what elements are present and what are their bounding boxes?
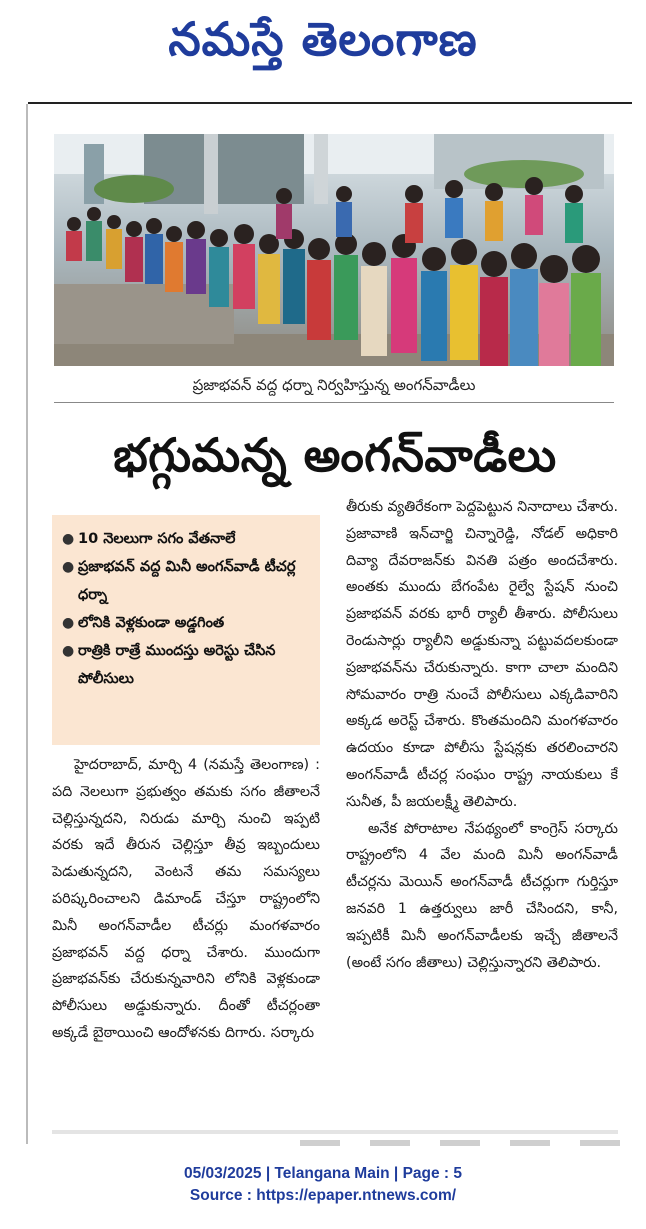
edition-info: 05/03/2025 | Telangana Main | Page : 5 — [183, 1165, 463, 1182]
protest-crowd-illustration — [54, 134, 614, 366]
bottom-divider — [52, 1130, 618, 1134]
masthead — [0, 0, 646, 90]
page-footer — [0, 1163, 646, 1207]
article-headline: భగ్గుమన్న అంగన్‌వాడీలు — [113, 428, 557, 482]
bullet-icon: ● — [62, 559, 75, 575]
news-photo — [54, 134, 614, 366]
article-paragraph: అనేక పోరాటాల నేపథ్యంలో కాంగ్రెస్ సర్కారు రాష్ట్రంలోని 4 వేల మంది మినీ అంగన్‌వాడీ టీచర్లను మెయిన్ అంగన్‌వాడీ టీచర్లుగా గుర్తిస్తూ జనవరి 1 ఉత్తర్వులు జారీ చేసిందని, కానీ, ఇప్పటికీ మినీ అంగన్‌వాడీలకు ఇచ్చే జీతాలనే (అంటే సగం జీతాలు) చెల్లిస్తున్నారని తెలిపారు. — [346, 820, 618, 971]
highlight-item: ● లోనికి వెళ్లకుండా అడ్డగింత — [62, 609, 312, 637]
highlight-item: ● ప్రజాభవన్ వద్ద మినీ అంగన్‌వాడీ టీచర్ల ధర్నా — [62, 553, 312, 609]
bullet-icon: ● — [62, 615, 75, 631]
highlight-item: ● రాత్రికి రాత్రే ముందస్తు అరెస్టు చేసిన పోలీసులు — [62, 637, 312, 693]
article-column-left — [52, 752, 320, 1047]
article-column-right — [346, 494, 618, 976]
highlight-item: ● 10 నెలలుగా సగం వేతనాలే — [62, 525, 312, 553]
newspaper-logo: నమస్తే తెలంగాణ — [168, 12, 478, 66]
photo-caption: ప్రజాభవన్ వద్ద ధర్నా నిర్వహిస్తున్న అంగన్‌వాడీలు — [54, 370, 614, 403]
bullet-icon: ● — [62, 531, 75, 547]
article-paragraph: తీరుకు వ్యతిరేకంగా పెద్దపెట్టున నినాదాలు చేశారు. ప్రజావాణి ఇన్‌చార్జి చిన్నారెడ్డి, నోడల్ అధికారి దివ్యా దేవరాజన్‌కు వినతి పత్రం అందచేశారు. అంతకు ముందు బేగంపేట రైల్వే స్టేషన్ నుంచి ప్రజాభవన్ వరకు భారీ ర్యాలీ తీశారు. పోలీసులు రెండుసార్లు ర్యాలీని అడ్డుకున్నా పట్టువదలకుండా ప్రజాభవన్‌ను చేరుకున్నారు. కాగా చాలా మందిని సోమవారం రాత్రి నుంచే పోలీసులు ఎక్కడివారిని అక్కడ అరెస్ట్ చేశారు. కొంతమందిని మంగళవారం ఉదయం కూడా పోలీసు స్టేషన్లకు తరలించారని అంగన్‌వాడీ టీచర్ల సంఘం రాష్ట్ర నాయకులు కే సునీత, పీ జయలక్ష్మీ తెలిపారు. — [346, 499, 619, 810]
article-paragraph: హైదరాబాద్, మార్చి 4 (నమస్తే తెలంగాణ) : పది నెలలుగా ప్రభుత్వం తమకు సగం జీతాలనే చెల్లిస్తున్నదని, నిరుడు మార్చి నుంచి ఇప్పటి వరకు ఇదే తీరున చెల్లిస్తూ తీవ్ర ఇబ్బందులు పెడుతున్నదని, వెంటనే తమ సమస్యలు పరిష్కరించాలని డిమాండ్ చేస్తూ రాష్ట్రంలోని మినీ అంగన్‌వాడీల టీచర్లు మంగళవారం ప్రజాభవన్ వద్ద ధర్నా చేశారు. ముందుగా ప్రజాభవన్‌కు చేరుకున్నవారిని లోనికి వెళ్లకుండా పోలీసులు అడ్డుకున్నారు. దీంతో టీచర్లంతా అక్కడే బైఠాయించి ఆందోళనకు దిగారు. సర్కారు — [52, 757, 320, 1041]
source-link[interactable]: Source : https://epaper.ntnews.com/ — [189, 1187, 457, 1204]
highlights-box — [52, 515, 320, 745]
left-column-rule — [26, 104, 28, 1144]
bullet-icon: ● — [62, 643, 75, 659]
cut-off-next-article — [300, 1140, 620, 1146]
top-divider — [28, 102, 632, 104]
